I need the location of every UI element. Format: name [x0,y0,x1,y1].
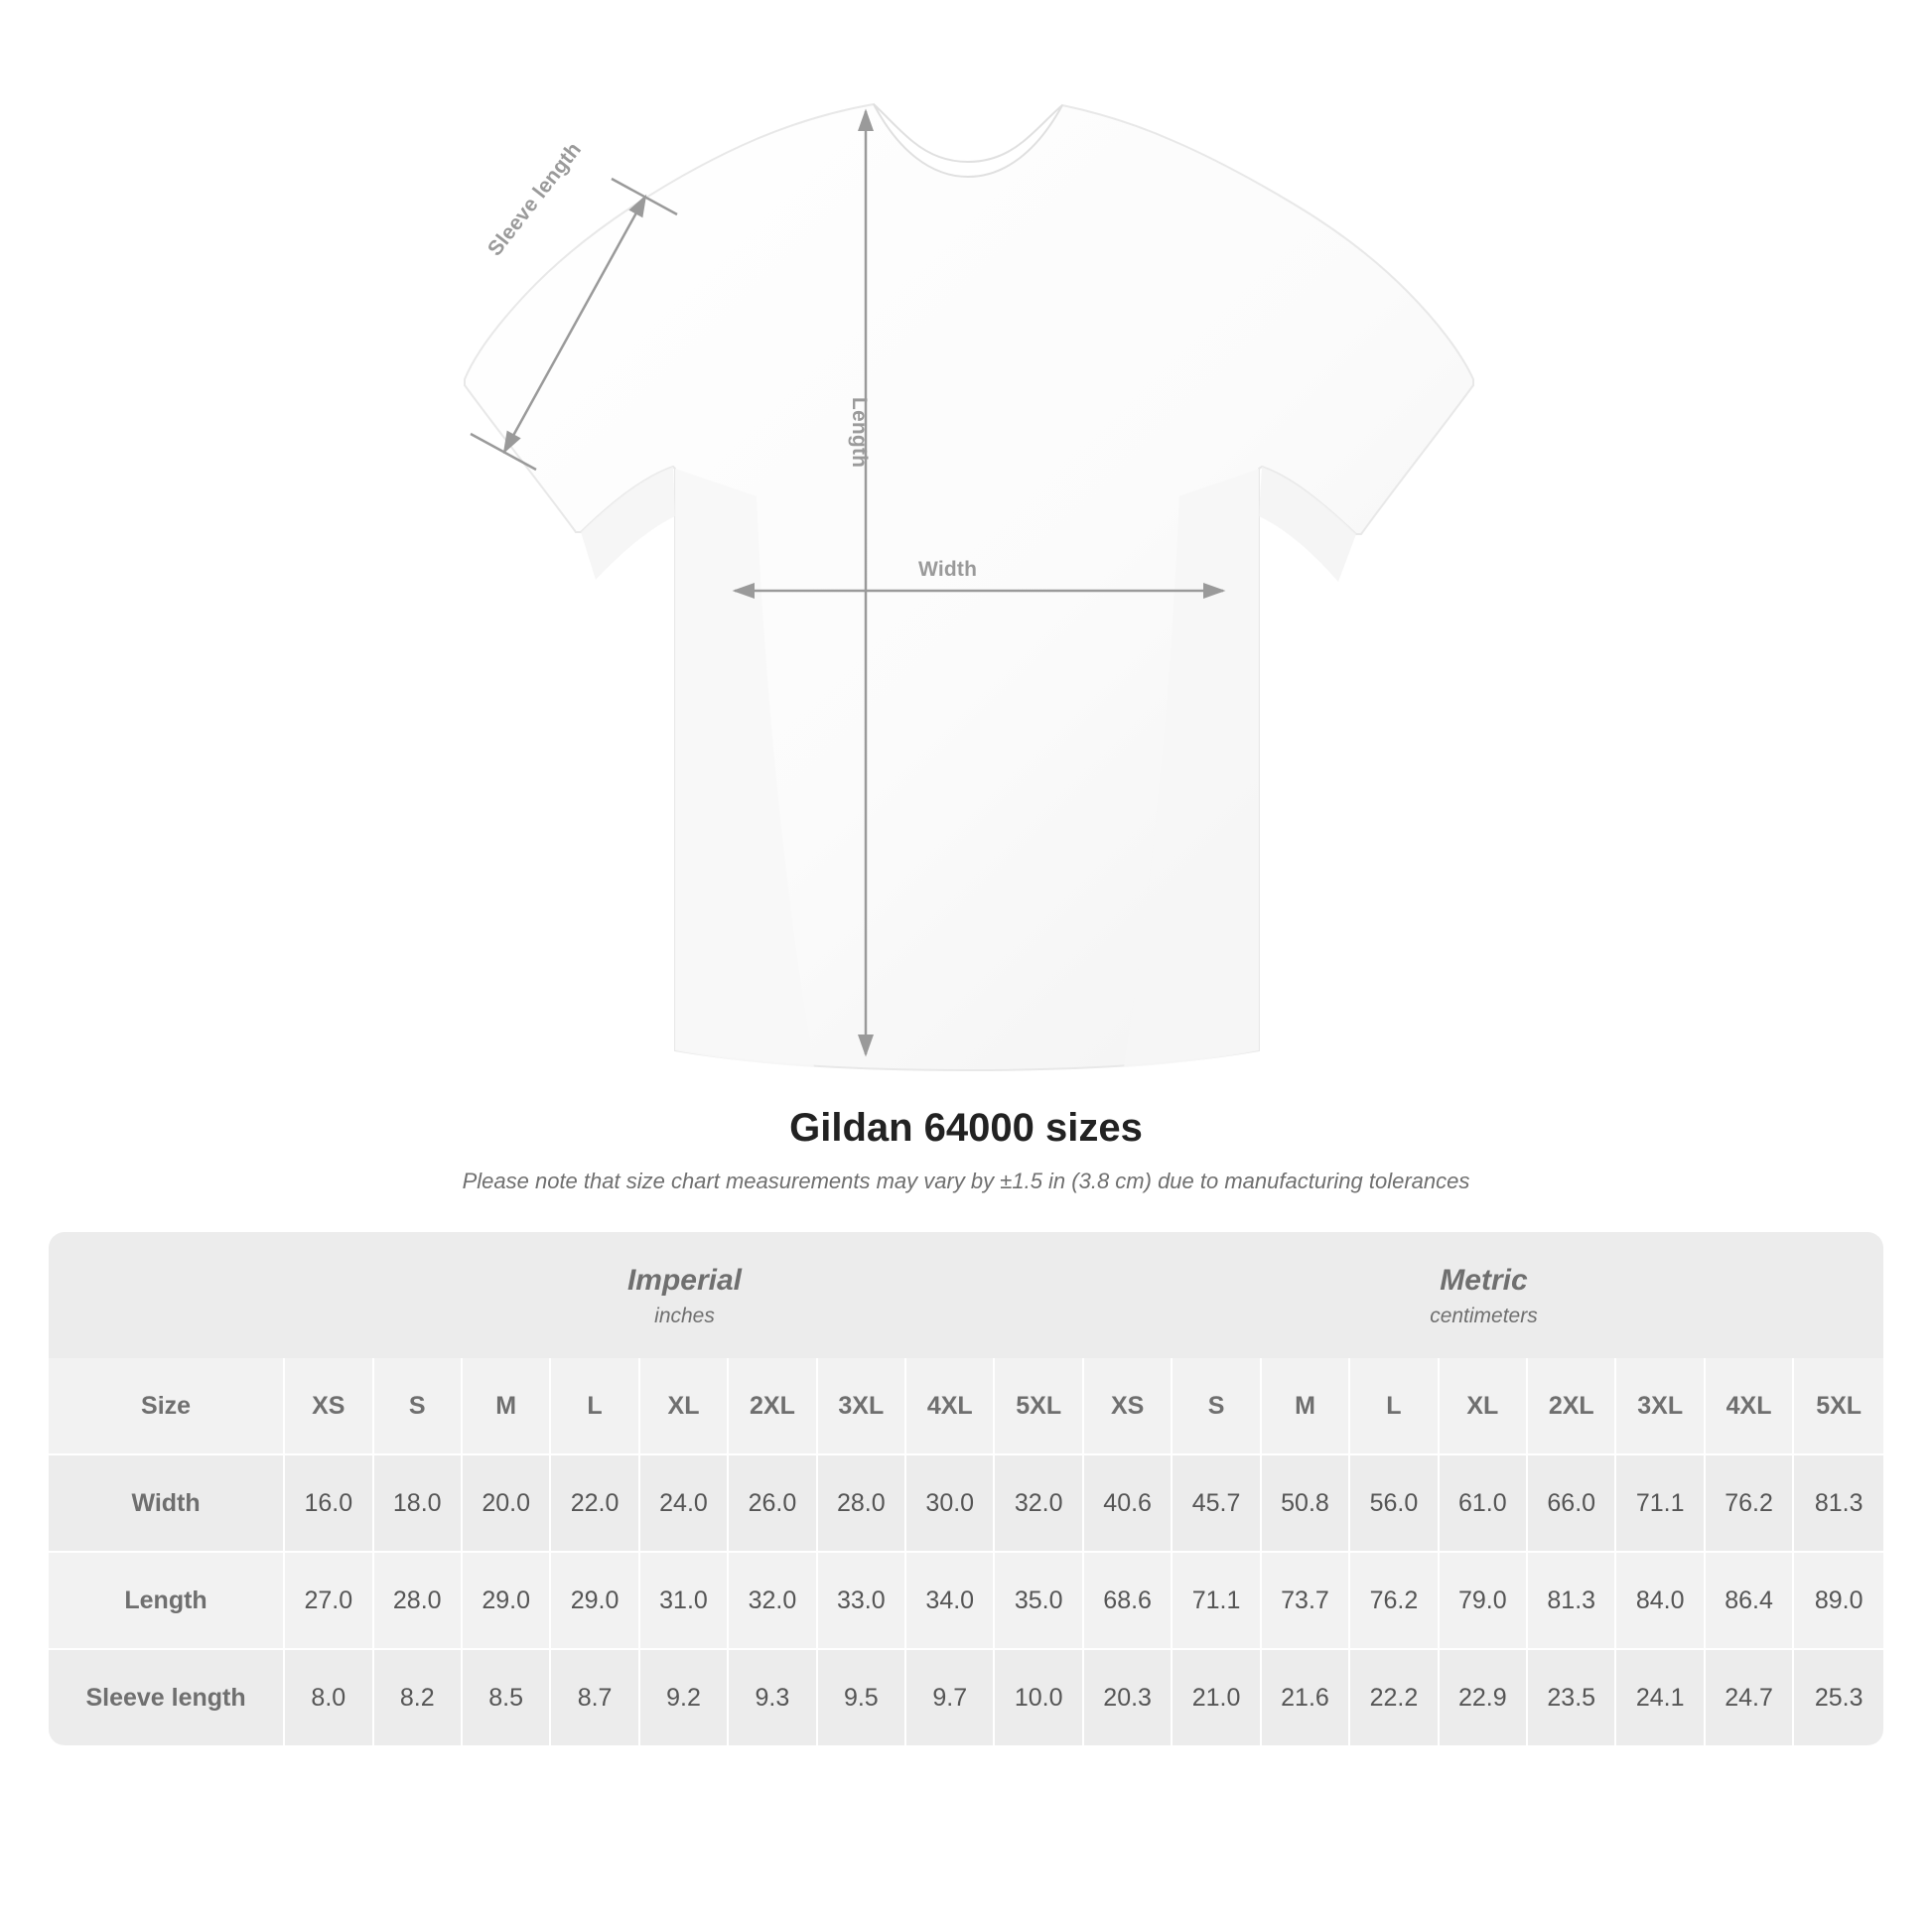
sleeve-length-label: Sleeve length [483,138,587,261]
size-table-wrapper [49,1232,1883,1745]
cell-width-15: 71.1 [1616,1455,1705,1553]
imperial-unit-name: Imperial [626,1264,743,1297]
cell-length-9: 68.6 [1084,1553,1173,1650]
size-col-3xl-imperial: 3XL [818,1358,906,1455]
size-col-l-imperial: L [551,1358,639,1455]
cell-width-8: 32.0 [995,1455,1083,1553]
cell-width-3: 22.0 [551,1455,639,1553]
cell-sleeve-4: 9.2 [640,1650,729,1745]
cell-sleeve-15: 24.1 [1616,1650,1705,1745]
cell-width-17: 81.3 [1794,1455,1883,1553]
cell-width-2: 20.0 [463,1455,551,1553]
size-table [49,1232,1883,1745]
size-col-3xl-metric: 3XL [1616,1358,1705,1455]
cell-sleeve-6: 9.5 [818,1650,906,1745]
cell-width-5: 26.0 [729,1455,817,1553]
cell-sleeve-10: 21.0 [1173,1650,1261,1745]
cell-width-13: 61.0 [1440,1455,1528,1553]
cell-length-5: 32.0 [729,1553,817,1650]
size-col-xl-metric: XL [1440,1358,1528,1455]
size-header-label: Size [49,1358,285,1455]
cell-sleeve-3: 8.7 [551,1650,639,1745]
size-col-m-metric: M [1262,1358,1350,1455]
cell-width-14: 66.0 [1528,1455,1616,1553]
size-col-5xl-imperial: 5XL [995,1358,1083,1455]
cell-sleeve-13: 22.9 [1440,1650,1528,1745]
size-col-l-metric: L [1350,1358,1439,1455]
size-col-4xl-imperial: 4XL [906,1358,995,1455]
metric-unit-cell [1084,1232,1883,1358]
row-label-sleeve-length: Sleeve length [49,1650,285,1745]
length-label: Length [848,397,871,469]
cell-sleeve-9: 20.3 [1084,1650,1173,1745]
cell-length-4: 31.0 [640,1553,729,1650]
width-label: Width [918,558,978,581]
cell-length-14: 81.3 [1528,1553,1616,1650]
size-header-row [49,1358,1883,1455]
size-col-5xl-metric: 5XL [1794,1358,1883,1455]
row-label-length: Length [49,1553,285,1650]
cell-sleeve-0: 8.0 [285,1650,373,1745]
size-col-xs-imperial: XS [285,1358,373,1455]
size-col-m-imperial: M [463,1358,551,1455]
size-col-s-imperial: S [374,1358,463,1455]
cell-sleeve-5: 9.3 [729,1650,817,1745]
table-row [49,1553,1883,1650]
cell-width-10: 45.7 [1173,1455,1261,1553]
unit-corner-cell [49,1232,285,1358]
cell-length-11: 73.7 [1262,1553,1350,1650]
cell-width-11: 50.8 [1262,1455,1350,1553]
table-row [49,1455,1883,1553]
size-col-2xl-metric: 2XL [1528,1358,1616,1455]
cell-sleeve-1: 8.2 [374,1650,463,1745]
size-col-s-metric: S [1173,1358,1261,1455]
cell-length-2: 29.0 [463,1553,551,1650]
unit-header-row [49,1232,1883,1358]
cell-sleeve-8: 10.0 [995,1650,1083,1745]
cell-length-12: 76.2 [1350,1553,1439,1650]
cell-width-1: 18.0 [374,1455,463,1553]
row-label-width: Width [49,1455,285,1553]
cell-width-6: 28.0 [818,1455,906,1553]
imperial-unit-cell [285,1232,1084,1358]
page-title: Gildan 64000 sizes [789,1106,1143,1150]
metric-unit-sub: centimeters [1430,1304,1538,1327]
cell-width-9: 40.6 [1084,1455,1173,1553]
cell-width-0: 16.0 [285,1455,373,1553]
cell-sleeve-12: 22.2 [1350,1650,1439,1745]
size-col-xl-imperial: XL [640,1358,729,1455]
metric-unit-name: Metric [1440,1264,1528,1297]
cell-sleeve-11: 21.6 [1262,1650,1350,1745]
cell-length-13: 79.0 [1440,1553,1528,1650]
size-col-4xl-metric: 4XL [1706,1358,1794,1455]
cell-sleeve-16: 24.7 [1706,1650,1794,1745]
cell-length-0: 27.0 [285,1553,373,1650]
cell-sleeve-14: 23.5 [1528,1650,1616,1745]
cell-length-8: 35.0 [995,1553,1083,1650]
title-block [0,1106,1932,1194]
tolerance-note: Please note that size chart measurements may vary by ±1.5 in (3.8 cm) due to manufacturing tolerances [462,1169,1470,1193]
cell-length-15: 84.0 [1616,1553,1705,1650]
cell-length-10: 71.1 [1173,1553,1261,1650]
imperial-unit-sub: inches [654,1304,715,1327]
size-col-2xl-imperial: 2XL [729,1358,817,1455]
cell-length-16: 86.4 [1706,1553,1794,1650]
cell-length-6: 33.0 [818,1553,906,1650]
cell-length-1: 28.0 [374,1553,463,1650]
size-col-xs-metric: XS [1084,1358,1173,1455]
table-row [49,1650,1883,1745]
cell-sleeve-2: 8.5 [463,1650,551,1745]
cell-width-4: 24.0 [640,1455,729,1553]
cell-length-3: 29.0 [551,1553,639,1650]
cell-length-7: 34.0 [906,1553,995,1650]
cell-sleeve-7: 9.7 [906,1650,995,1745]
cell-sleeve-17: 25.3 [1794,1650,1883,1745]
cell-width-7: 30.0 [906,1455,995,1553]
cell-width-16: 76.2 [1706,1455,1794,1553]
cell-width-12: 56.0 [1350,1455,1439,1553]
cell-length-17: 89.0 [1794,1553,1883,1650]
